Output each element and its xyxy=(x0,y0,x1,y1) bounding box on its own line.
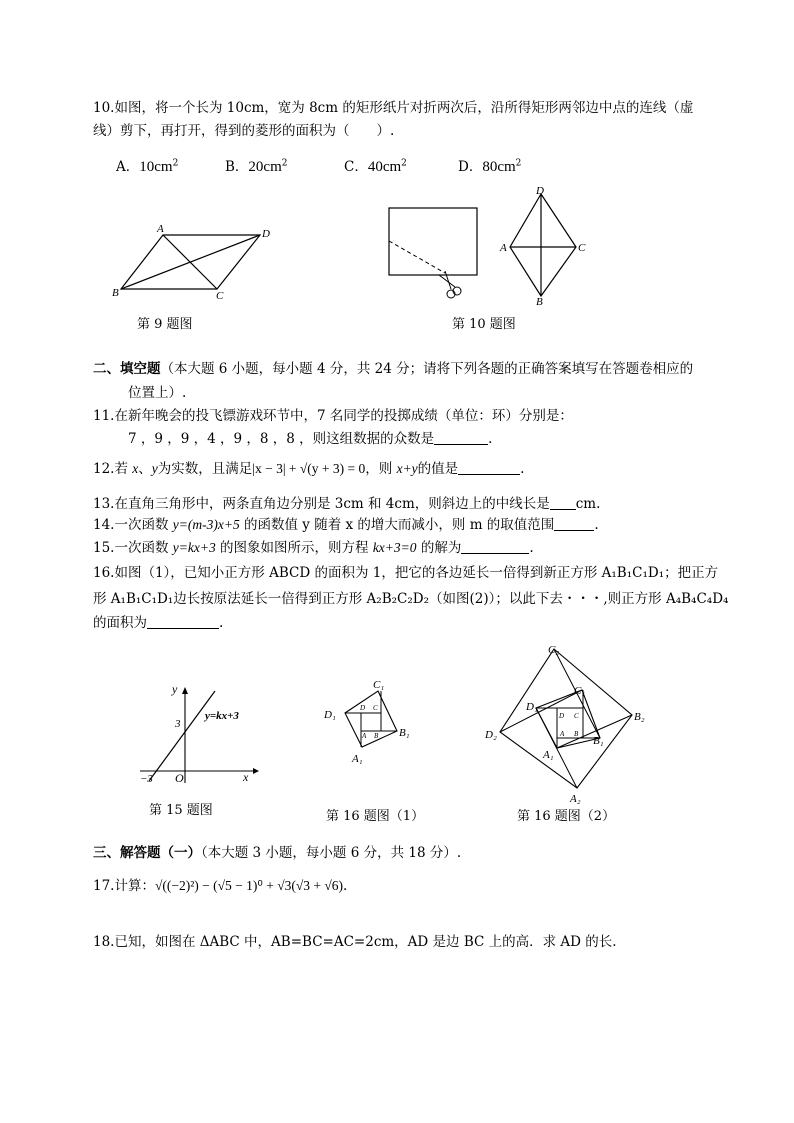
fig16b-label-b: B xyxy=(574,730,579,738)
q10-option-b: B．$20cm^2$ xyxy=(225,158,288,175)
fig15-x-intercept-label: −3 xyxy=(140,773,153,785)
fig16b-label-b2: B₂ xyxy=(634,711,645,723)
fig16b-caption: 第 16 题图（2） xyxy=(517,809,616,824)
q10-option-a: A．$10cm^2$ xyxy=(116,158,179,175)
q17-line: 17.计算：√((−2)²) − (√5 − 1)⁰ + √3(√3 + √6). xyxy=(93,878,348,894)
fig9-label-c: C xyxy=(216,290,224,302)
fig16a-label-b: B xyxy=(374,732,379,740)
q13-line: 13.在直角三角形中，两条直角边分别是 3cm 和 4cm，则斜边上的中线长是 cm. xyxy=(93,496,601,512)
fig15-y-axis-label: y xyxy=(172,682,178,696)
q12-equation: |x − 3| + √(y + 3) = 0 xyxy=(252,461,366,476)
q11-line2: 7 ，9 ，9 ，4 ，9 ，8 ，8 ，则这组数据的众数是 . xyxy=(128,431,493,447)
section2-line1: 二、填空题（本大题 6 小题，每小题 4 分，共 24 分；请将下列各题的正确答案填写在答题卷相应的 xyxy=(93,361,694,377)
q13-answer-blank[interactable] xyxy=(550,495,576,510)
fig10-label-b: B xyxy=(536,296,543,308)
section2-line2: 位置上）. xyxy=(128,385,187,401)
fig16a-label-b1: B₁ xyxy=(399,727,410,739)
q12-answer-blank[interactable] xyxy=(458,460,520,475)
fig10-label-c: C xyxy=(578,242,586,254)
fig16a-label-c1: C₁ xyxy=(373,679,385,691)
fig16a-label-c: C xyxy=(373,704,378,712)
q12-line: 12.若 x、y为实数，且满足|x − 3| + √(y + 3) = 0，则 x+y的值是 . xyxy=(93,461,525,477)
fig16b-label-c: C xyxy=(574,712,579,720)
fig15-caption: 第 15 题图 xyxy=(149,803,213,818)
fig9-label-b: B xyxy=(112,287,119,299)
fig16a-squares xyxy=(322,676,422,776)
q16-line3: 的面积为 . xyxy=(93,615,224,631)
q18-line: 18.已知，如图在 ΔABC 中，AB=BC=AC=2cm，AD 是边 BC 上的高．求 AD 的长. xyxy=(93,934,617,950)
fig16a-label-d1: D₁ xyxy=(324,709,336,721)
q16-line1: 16.如图（1），已知小正方形 ABCD 的面积为 1，把它的各边延长一倍得到新正方形 A₁B₁C₁D₁；把正方 xyxy=(93,565,719,581)
fig15-origin-label: O xyxy=(175,771,184,785)
fig15-line-label: y=kx+3 xyxy=(205,710,239,722)
q14-answer-blank[interactable] xyxy=(554,516,594,531)
fig16a-label-d: D xyxy=(360,704,366,712)
fig10-label-a: A xyxy=(500,242,507,254)
q16-line2: 形 A₁B₁C₁D₁边长按原法延长一倍得到正方形 A₂B₂C₂D₂（如图(2)）；以此下去・・・,则正方形 A₄B₄C₄D₄ xyxy=(93,591,729,607)
fig16b-label-d2: D₂ xyxy=(485,729,497,741)
fig16b-label-b1: B₁ xyxy=(593,735,604,747)
q15-answer-blank[interactable] xyxy=(461,539,529,554)
fig16b-label-a: A xyxy=(560,730,565,738)
q11-answer-blank[interactable] xyxy=(434,430,488,445)
fig9-label-d: D xyxy=(262,228,270,240)
q16-answer-blank[interactable] xyxy=(147,614,219,629)
fig16b-label-c2: C₂ xyxy=(548,644,560,656)
fig9-parallelogram xyxy=(110,222,280,302)
fig10-caption: 第 10 题图 xyxy=(452,317,516,332)
q17-expression: √((−2)²) − (√5 − 1)⁰ + √3(√3 + √6) xyxy=(154,878,344,893)
fig9-label-a: A xyxy=(157,223,164,235)
fig16b-label-a2: A₂ xyxy=(570,793,581,805)
section3-line: 三、解答题（一）（本大题 3 小题，每小题 6 分，共 18 分）. xyxy=(93,845,462,861)
q10-option-c: C．$40cm^2$ xyxy=(344,158,407,175)
q10-line1: 10.如图，将一个长为 10cm，宽为 8cm 的矩形纸片对折两次后，沿所得矩形两邻边中点的连线（虚 xyxy=(93,100,694,116)
fig16a-caption: 第 16 题图（1） xyxy=(326,809,425,824)
fig16b-label-a1: A₁ xyxy=(543,749,554,761)
q15-line: 15.一次函数 y=kx+3 的图象如图所示，则方程 kx+3=0 的解为 . xyxy=(93,540,534,556)
fig15-y-intercept-label: 3 xyxy=(175,718,181,730)
fig10-rectangle-cut xyxy=(385,205,485,300)
fig16b-squares xyxy=(482,640,682,810)
fig16b-label-d1: D₁ xyxy=(526,701,538,713)
q10-option-d: D．$80cm^2$ xyxy=(458,158,522,175)
fig16a-label-a: A xyxy=(362,732,367,740)
fig10-rhombus xyxy=(498,183,593,308)
fig15-graph xyxy=(135,682,260,785)
fig9-caption: 第 9 题图 xyxy=(137,317,193,332)
fig16a-label-a1: A₁ xyxy=(352,753,363,765)
fig16b-label-c1: C₁ xyxy=(574,685,586,697)
q11-line1: 11.在新年晚会的投飞镖游戏环节中，7 名同学的投掷成绩（单位：环）分别是： xyxy=(93,408,573,424)
fig15-x-axis-label: x xyxy=(243,770,249,784)
q10-line2: 线）剪下，再打开，得到的菱形的面积为（ ）. xyxy=(93,123,395,139)
fig10-label-d: D xyxy=(536,185,544,197)
q14-line: 14.一次函数 y=(m-3)x+5 的函数值 y 随着 x 的增大而减小，则 m 的取值范围 . xyxy=(93,517,599,533)
fig16b-label-d: D xyxy=(559,712,565,720)
